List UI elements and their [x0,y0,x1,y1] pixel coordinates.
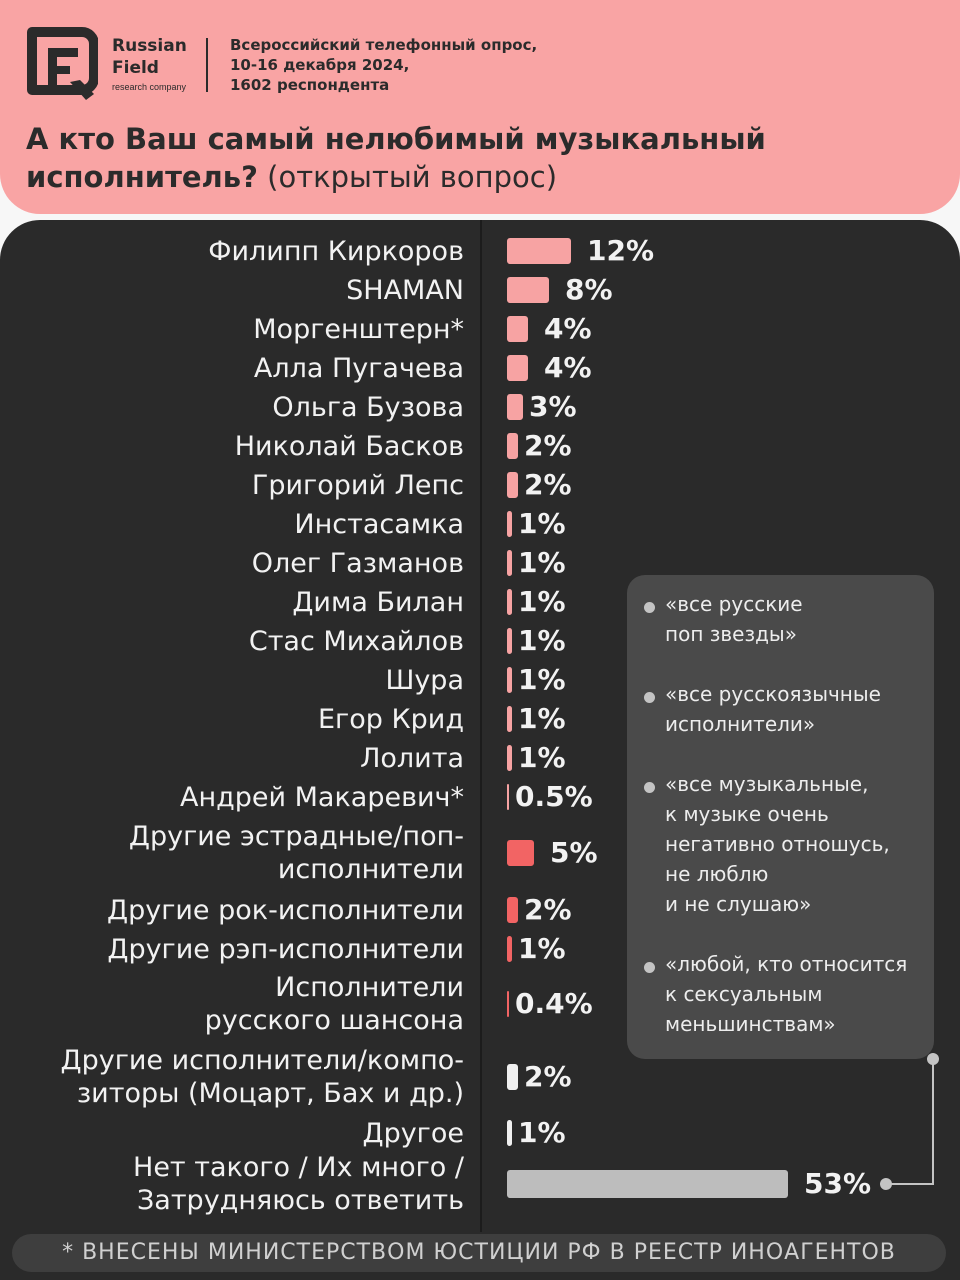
category-label-line: Исполнители [275,972,464,1003]
category-label [0,820,464,886]
bullet-icon [644,782,655,793]
category-label [0,1044,464,1110]
value-label: 2% [524,893,572,926]
bar [507,511,512,537]
category-label [0,933,464,966]
bar [507,550,512,576]
header-divider [206,38,208,92]
footnote-text: * ВНЕСЕНЫ МИНИСТЕРСТВОМ ЮСТИЦИИ РФ В РЕЕСТР ИНОАГЕНТОВ [62,1240,896,1265]
category-label [0,586,464,619]
bar [507,394,523,420]
question-suffix: (открытый вопрос) [257,160,558,194]
bar [507,1064,518,1090]
callout-text-line: поп звезды» [665,622,797,646]
category-label [0,430,464,463]
category-label [0,625,464,658]
question-bold-line-2: исполнитель? [26,160,258,194]
callout-text-line: «все русские [665,592,803,616]
footnote-bar [12,1234,946,1272]
brand-line-2: Field [112,58,159,78]
bullet-icon [644,692,655,703]
category-label-line: русского шансона [204,1005,464,1036]
callout-text-line: к музыке очень [665,802,829,826]
value-label: 1% [518,663,566,696]
callout-text [665,589,930,649]
value-label: 3% [529,390,577,423]
value-label: 0.4% [515,987,593,1020]
category-label [0,1151,464,1217]
brand-subtitle: research company [112,82,187,92]
category-label-line: Затрудняюсь ответить [136,1185,464,1216]
value-label: 12% [587,234,655,267]
bullet-icon [644,602,655,613]
category-label [0,235,464,268]
category-label [0,664,464,697]
value-label: 4% [544,351,592,384]
category-label-line: Андрей Макаревич* [179,782,464,813]
category-label [0,391,464,424]
value-label: 1% [518,702,566,735]
callout-text [665,679,930,739]
callout-text-line: меньшинствам» [665,1012,836,1036]
open-answers-callout [627,575,934,1059]
value-label: 1% [518,507,566,540]
value-label: 2% [524,468,572,501]
bar [507,991,509,1017]
bar [507,936,512,962]
value-label: 1% [518,741,566,774]
question-bold-line-1: А кто Ваш самый нелюбимый музыкальный [26,122,766,156]
bar [507,745,512,771]
callout-text-line: к сексуальным [665,982,823,1006]
callout-text [665,769,930,919]
callout-text-line: исполнители» [665,712,816,736]
category-label-line: Другое [362,1118,464,1149]
value-label: 2% [524,429,572,462]
category-label-line: Нет такого / Их много / [133,1152,464,1183]
category-label-line: зиторы (Моцарт, Бах и др.) [76,1078,464,1109]
category-label-line: Николай Басков [234,431,464,462]
bar [507,784,509,810]
value-label: 1% [518,932,566,965]
category-label [0,742,464,775]
category-label [0,352,464,385]
category-label-line: Другие рэп-исполнители [107,934,464,965]
category-label [0,703,464,736]
bar [507,472,518,498]
survey-line-2: 10-16 декабря 2024, [230,56,410,74]
value-label: 1% [518,624,566,657]
category-label-line: Другие исполнители/компо- [60,1045,464,1076]
category-label-line: Егор Крид [317,704,464,735]
value-label: 8% [565,273,613,306]
header-banner [0,0,960,214]
callout-text-line: «все музыкальные, [665,772,869,796]
category-label-line: Олег Газманов [251,548,464,579]
survey-line-1: Всероссийский телефонный опрос, [230,36,538,54]
category-label-line: исполнители [277,854,464,885]
bar [507,667,512,693]
bar [507,316,528,342]
category-label-line: Ольга Бузова [272,392,464,423]
callout-text-line: «все русскоязычные [665,682,881,706]
value-label: 53% [804,1167,872,1200]
survey-line-3: 1602 респондента [230,76,390,94]
callout-text [665,949,930,1039]
category-label [0,1117,464,1150]
category-label [0,508,464,541]
callout-text-line: «любой, кто относится [665,952,908,976]
bar [507,628,512,654]
category-label-line: Дима Билан [292,587,464,618]
value-label: 1% [518,546,566,579]
bar [507,897,518,923]
russian-field-logo-icon [26,26,98,102]
value-label: 4% [544,312,592,345]
question-title [26,120,926,196]
category-label-line: Шура [385,665,464,696]
callout-text-line: и не слушаю» [665,892,812,916]
callout-text-line: негативно отношусь, [665,832,890,856]
category-label-line: Григорий Лепс [251,470,464,501]
bar [507,589,512,615]
category-label-line: Другие эстрадные/поп- [128,821,464,852]
category-label [0,547,464,580]
category-label [0,894,464,927]
category-label-line: Алла Пугачева [253,353,464,384]
category-label-line: Моргенштерн* [253,314,464,345]
value-label: 1% [518,1116,566,1149]
bar [507,238,571,264]
value-label: 1% [518,585,566,618]
category-label-line: SHAMAN [346,275,464,306]
category-label [0,971,464,1037]
value-label: 5% [550,836,598,869]
bar [507,840,534,866]
bar [507,355,528,381]
column-divider [480,220,482,1232]
brand-line-1: Russian [112,36,187,56]
category-label [0,469,464,502]
category-label-line: Стас Михайлов [248,626,464,657]
bar [507,1170,788,1198]
category-label-line: Филипп Киркоров [208,236,464,267]
bar [507,277,549,303]
category-label-line: Лолита [360,743,464,774]
value-label: 2% [524,1060,572,1093]
bullet-icon [644,962,655,973]
category-label [0,313,464,346]
category-label-line: Инстасамка [294,509,464,540]
bar [507,1120,512,1146]
value-label: 0.5% [515,780,593,813]
bar [507,706,512,732]
category-label-line: Другие рок-исполнители [106,895,464,926]
category-label [0,781,464,814]
survey-info [230,35,570,95]
category-label [0,274,464,307]
brand-name [112,35,187,93]
bar [507,433,518,459]
callout-text-line: не люблю [665,862,769,886]
